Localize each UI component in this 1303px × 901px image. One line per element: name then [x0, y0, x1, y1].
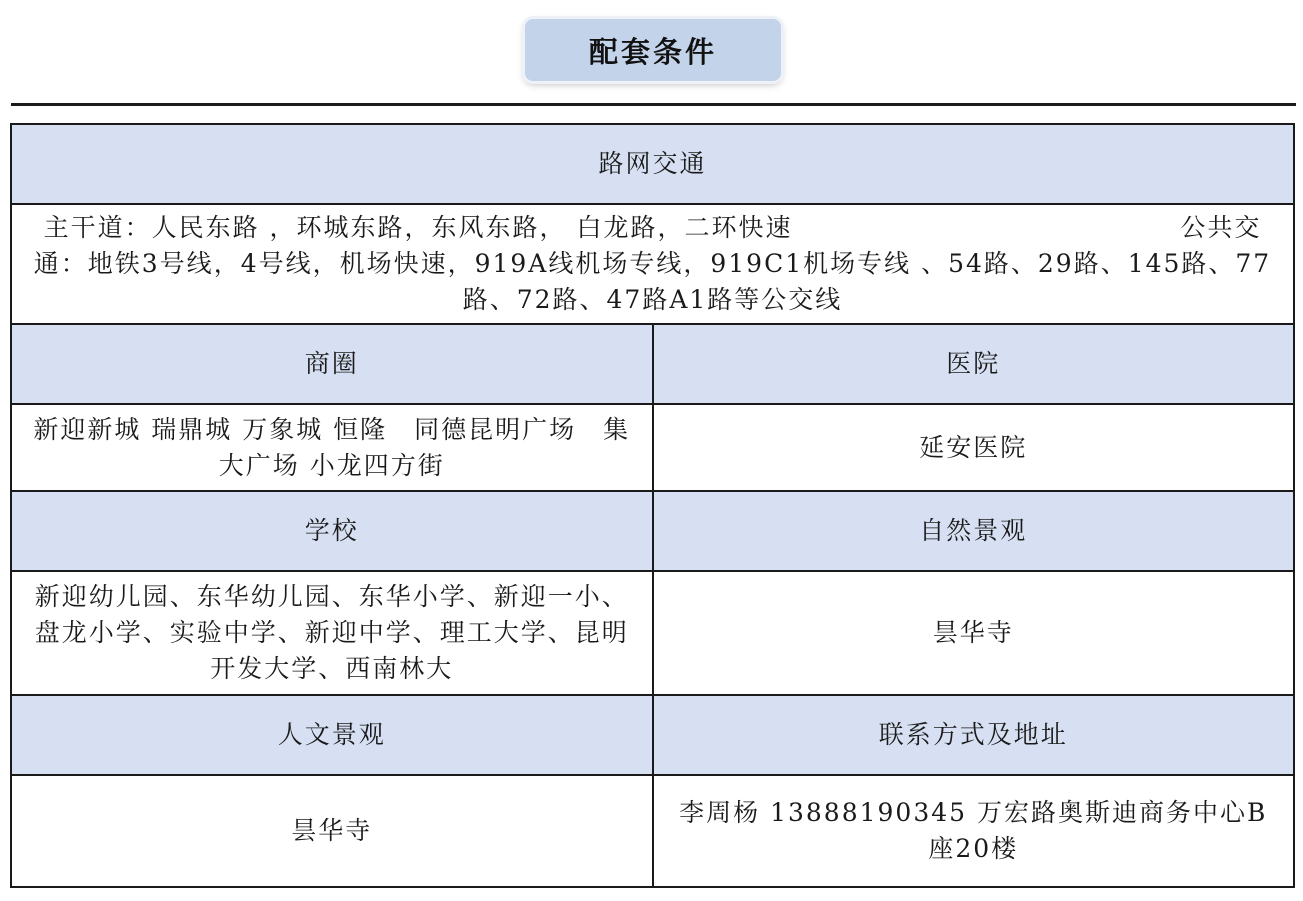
table-row — [11, 491, 1294, 571]
nature-heading: 自然景观 — [653, 491, 1295, 571]
contact-heading: 联系方式及地址 — [653, 695, 1295, 775]
table-row — [11, 324, 1294, 404]
contact-content: 李周杨 13888190345 万宏路奥斯迪商务中心B座20楼 — [653, 775, 1295, 887]
table-row — [11, 775, 1294, 887]
table-row — [11, 204, 1294, 324]
school-content: 新迎幼儿园、东华幼儿园、东华小学、新迎一小、盘龙小学、实验中学、新迎中学、理工大学、昆明开发大学、西南林大 — [11, 571, 653, 695]
traffic-heading: 路网交通 — [11, 124, 1294, 204]
hospital-heading: 医院 — [653, 324, 1295, 404]
table-row — [11, 571, 1294, 695]
table-row — [11, 695, 1294, 775]
culture-heading: 人文景观 — [11, 695, 653, 775]
table-row — [11, 404, 1294, 491]
business-heading: 商圈 — [11, 324, 653, 404]
table-row — [11, 124, 1294, 204]
page-title: 配套条件 — [525, 19, 781, 81]
title-divider — [11, 103, 1296, 106]
business-content: 新迎新城 瑞鼎城 万象城 恒隆 同德昆明广场 集大广场 小龙四方街 — [11, 404, 653, 491]
hospital-content: 延安医院 — [653, 404, 1295, 491]
traffic-content: 主干道：人民东路 ，环城东路，东风东路， 白龙路，二环快速 公共交通：地铁3号线，4号线，机场快速，919A线机场专线，919C1机场专线 、54路、29路、145路、77路、72路、47路A1路等公交线 — [11, 204, 1294, 324]
culture-content: 昙华寺 — [11, 775, 653, 887]
nature-content: 昙华寺 — [653, 571, 1295, 695]
school-heading: 学校 — [11, 491, 653, 571]
amenities-table — [10, 123, 1295, 888]
